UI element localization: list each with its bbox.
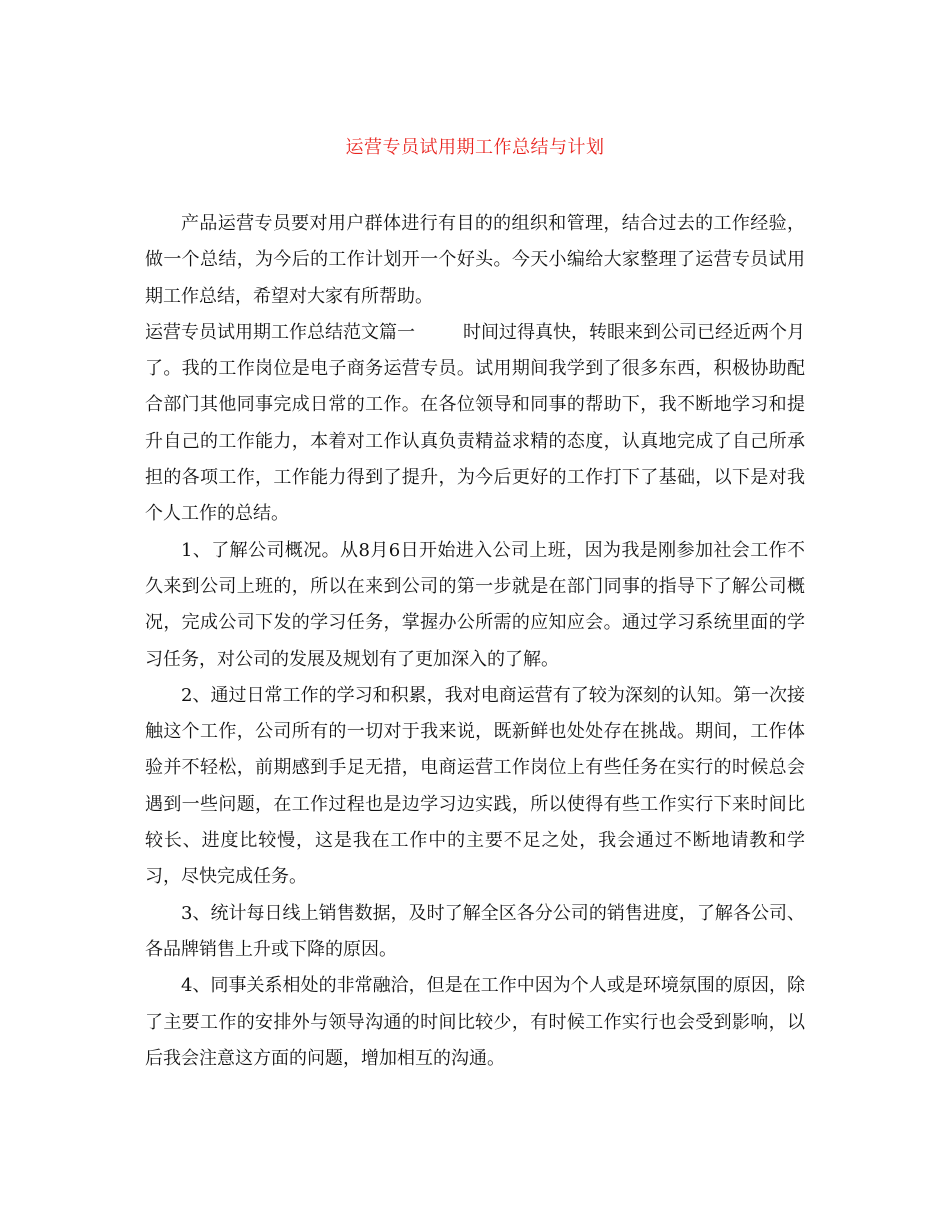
- list-item: 3、统计每日线上销售数据，及时了解全区各分公司的销售进度，了解各公司、各品牌销售上升或下降的原因。: [145, 902, 805, 960]
- list-item: 4、同事关系相处的非常融洽，但是在工作中因为个人或是环境氛围的原因，除了主要工作的安排外与领导沟通的时间比较少，有时候工作实行也会受到影响，以后我会注意这方面的问题，增加相互的沟通。: [145, 975, 805, 1069]
- document-body: [145, 206, 805, 1077]
- section-paragraph: [145, 315, 805, 533]
- list-item: 1、了解公司概况。从8月6日开始进入公司上班，因为我是刚参加社会工作不久来到公司上班的，所以在来到公司的第一步就是在部门同事的指导下了解公司概况，完成公司下发的学习任务，掌握办公所需的应知应会。通过学习系统里面的学习任务，对公司的发展及规划有了更加深入的了解。: [145, 539, 805, 670]
- section-heading: 运营专员试用期工作总结范文篇一: [145, 321, 415, 343]
- intro-paragraph: 产品运营专员要对用户群体进行有目的的组织和管理，结合过去的工作经验，做一个总结，为今后的工作计划开一个好头。今天小编给大家整理了运营专员试用期工作总结，希望对大家有所帮助。: [145, 213, 805, 307]
- document-title: 运营专员试用期工作总结与计划: [345, 137, 605, 158]
- section-intro: 时间过得真快，转眼来到公司已经近两个月了。我的工作岗位是电子商务运营专员。试用期间我学到了很多东西，积极协助配合部门其他同事完成日常的工作。在各位领导和同事的帮助下，我不断地学习和提升自己的工作能力，本着对工作认真负责精益求精的态度，认真地完成了自己所承担的各项工作，工作能力得到了提升，为今后更好的工作打下了基础，以下是对我个人工作的总结。: [145, 321, 805, 525]
- list-item: 2、通过日常工作的学习和积累，我对电商运营有了较为深刻的认知。第一次接触这个工作，公司所有的一切对于我来说，既新鲜也处处存在挑战。期间，工作体验并不轻松，前期感到手足无措，电商运营工作岗位上有些任务在实行的时候总会遇到一些问题，在工作过程也是边学习边实践，所以使得有些工作实行下来时间比较长、进度比较慢，这是我在工作中的主要不足之处，我会通过不断地请教和学习，尽快完成任务。: [145, 684, 805, 888]
